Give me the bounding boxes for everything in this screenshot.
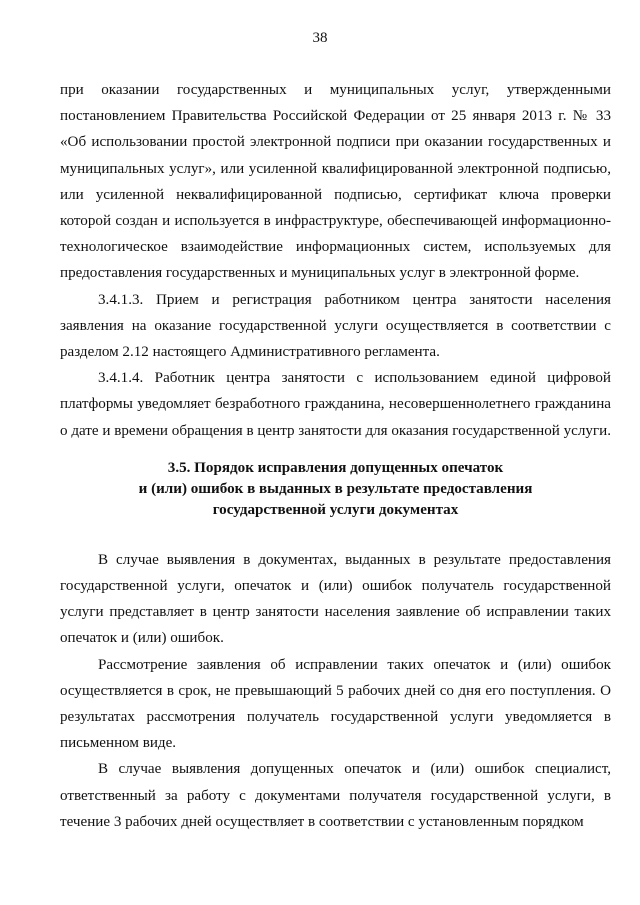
section-heading-line-2: и (или) ошибок в выданных в результате предоставления [138,480,533,497]
paragraph-continuation: при оказании государственных и муниципальных услуг, утвержденными постановлением Правительства Российской Федерации от 25 января 2013 г. № 33 «Об использовании простой электронной подписи при оказании государственных и муниципальных услуг», или усиленной квалифицированной электронной подписью, или усиленной неквалифицированной подписью, сертификат ключа проверки которой создан и используется в инфраструктуре, обеспечивающей информационно-технологическое взаимодействие информационных систем, используемых для предоставления государственных и муниципальных услуг в электронной форме. [60,82,611,282]
section-heading-line-3: государственной услуги документах [212,501,459,518]
paragraph-error-detection: В случае выявления в документах, выданных в результате предоставления государственной услуги, опечаток и (или) ошибок получатель государственной услуги представляет в центр занятости населения заявление об исправлении таких опечаток и (или) ошибок. [60,551,611,647]
paragraph-review-period: Рассмотрение заявления об исправлении таких опечаток и (или) ошибок осуществляется в срок, не превышающий 5 рабочих дней со дня его поступления. О результатах рассмотрения получатель государственной услуги уведомляется в письменном виде. [60,656,611,752]
paragraph-correction-procedure: В случае выявления допущенных опечаток и (или) ошибок специалист, ответственный за работу с документами получателя государственной услуги, в течение 3 рабочих дней осуществляет в соответствии с установленным порядком [60,761,611,830]
page-content [60,77,611,835]
section-heading-3-5 [60,458,611,521]
paragraph-3-4-1-4: 3.4.1.4. Работник центра занятости с использованием единой цифровой платформы уведомляет безработного гражданина, несовершеннолетнего гражданина о дате и времени обращения в центр занятости для оказания государственной услуги. [60,370,611,439]
section-heading-line-1: 3.5. Порядок исправления допущенных опечаток [167,459,504,476]
paragraph-3-4-1-3: 3.4.1.3. Прием и регистрация работником центра занятости населения заявления на оказание государственной услуги осуществляется в соответствии с разделом 2.12 настоящего Административного регламента. [60,291,611,361]
page-number: 38 [312,30,328,46]
